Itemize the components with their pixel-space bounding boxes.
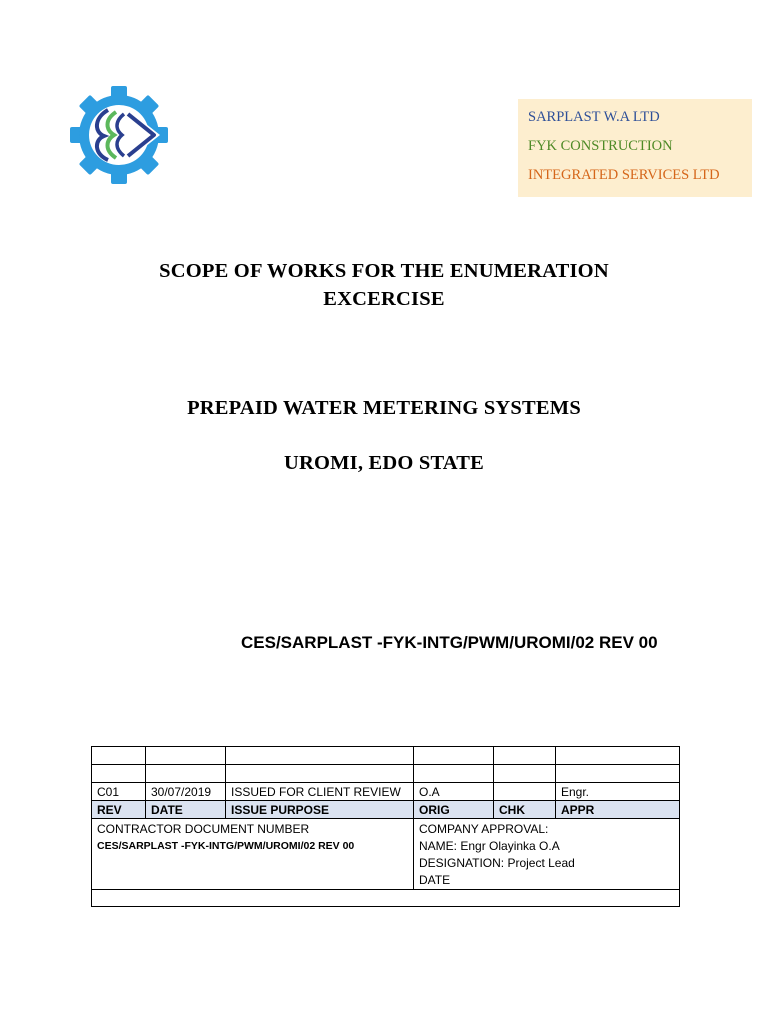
title-line-2: EXCERCISE: [323, 288, 445, 310]
document-title: [0, 257, 768, 313]
title-line-1: SCOPE OF WORKS FOR THE ENUMERATION: [159, 260, 609, 282]
cell-rev: C01: [92, 783, 146, 801]
header-orig: ORIG: [414, 801, 494, 819]
header-purpose: ISSUE PURPOSE: [226, 801, 414, 819]
contractor-label: CONTRACTOR DOCUMENT NUMBER: [97, 822, 310, 836]
header-rev: REV: [92, 801, 146, 819]
company-name-sarplast: SARPLAST W.A LTD: [528, 109, 660, 125]
cell-orig: O.A: [414, 783, 494, 801]
company-names-box: [518, 99, 752, 197]
table-row-approval: [92, 819, 680, 890]
cell-date: 30/07/2019: [146, 783, 226, 801]
revision-table: [91, 746, 680, 907]
header-appr: APPR: [556, 801, 680, 819]
document-number: CES/SARPLAST -FYK-INTG/PWM/UROMI/02 REV 00: [241, 633, 658, 652]
document-location: UROMI, EDO STATE: [283, 452, 485, 474]
gear-logo-icon: [68, 84, 170, 186]
table-row-blank: [92, 765, 680, 783]
company-approval-cell: [414, 819, 680, 890]
approval-designation: DESIGNATION: Project Lead: [419, 856, 575, 870]
header-date: DATE: [146, 801, 226, 819]
approval-label: COMPANY APPROVAL:: [419, 822, 549, 836]
table-row-footer: [92, 890, 680, 907]
cell-purpose: ISSUED FOR CLIENT REVIEW: [226, 783, 414, 801]
table-header-row: [92, 801, 680, 819]
cell-appr: Engr.: [556, 783, 680, 801]
header-chk: CHK: [494, 801, 556, 819]
company-logo: [68, 84, 170, 186]
table-row-blank: [92, 747, 680, 765]
table-row-revision: [92, 783, 680, 801]
approval-date: DATE: [419, 873, 451, 887]
approval-name: NAME: Engr Olayinka O.A: [419, 839, 560, 853]
cell-chk: [494, 783, 556, 801]
company-name-integrated: INTEGRATED SERVICES LTD: [528, 167, 720, 183]
document-subtitle: PREPAID WATER METERING SYSTEMS: [187, 397, 581, 419]
company-name-fyk: FYK CONSTRUCTION: [528, 138, 673, 154]
contractor-doc-cell: [92, 819, 414, 890]
contractor-number: CES/SARPLAST -FYK-INTG/PWM/UROMI/02 REV 00: [97, 840, 355, 852]
